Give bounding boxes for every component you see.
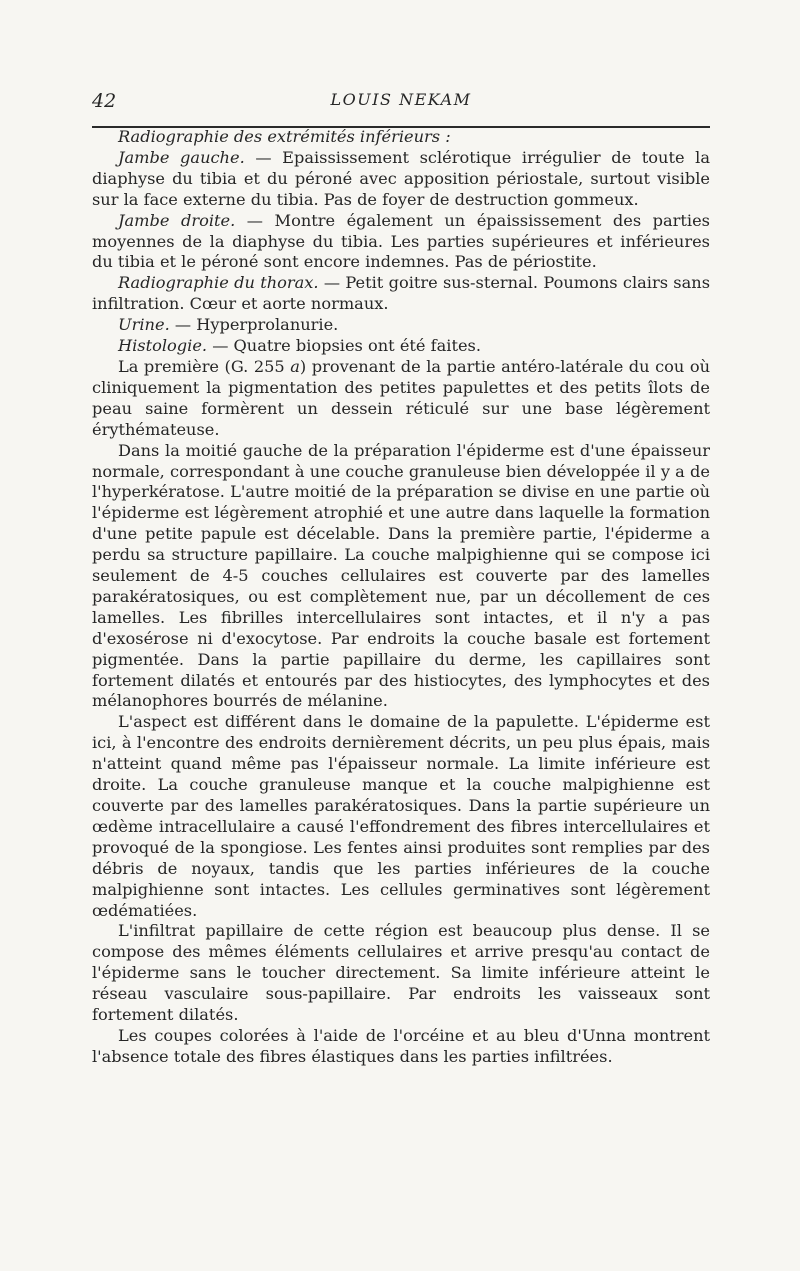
page-number: 42 — [92, 90, 117, 112]
paragraph-aspect-papulette: L'aspect est différent dans le domaine de la papulette. L'épiderme est ici, à l'encontre des endroits dernièrement décrits, un peu plus épais, mais n'atteint quand même pas l'épaisseur normale. La limite inférieure est droite. La couche granuleuse manque et la couche malpighienne est couverte par des lamelles parakératosiques. Dans la partie supérieure un œdème intracellulaire a causé l'effondrement des fibres intercellulaires et provoqué de la spongiose. Les fentes ainsi produites sont remplies par des débris de noyaux, tandis que les parties inférieures de la couche malpighienne sont intactes. Les cellules germinatives sont légèrement œdématiées. — [92, 712, 710, 920]
paragraph-radiographie-extremites — [92, 127, 710, 148]
paragraph-histologie — [92, 336, 710, 357]
section-lead: Radiographie des extrémités inférieurs : — [118, 127, 451, 146]
section-lead: Urine. — [118, 315, 170, 335]
paragraph-moitie-gauche: Dans la moitié gauche de la préparation l'épiderme est d'une épaisseur normale, correspondant à une couche granuleuse bien développée il y a de l'hyperkératose. L'autre moitié de la préparation se divise en une partie où l'épiderme est légèrement atrophié et une autre dans laquelle la formation d'une petite papule est décelable. Dans la première partie, l'épiderme a perdu sa structure papillaire. La couche malpighienne qui se compose ici seulement de 4-5 couches cellulaires est couverte par des lamelles parakératosiques, ou est complètement nue, par un décollement de ces lamelles. Les fibrilles intercellulaires sont intactes, et il n'y a pas d'exosérose ni d'exocytose. Par endroits la couche basale est fortement pigmentée. Dans la partie papillaire du derme, les capillaires sont fortement dilatés et entourés par des histiocytes, des lymphocytes et des mélanophores bourrés de mélanine. — [92, 440, 710, 711]
section-lead: Jambe gauche. — [118, 147, 245, 167]
paragraph-text: — Quatre biopsies ont été faites. — [207, 336, 481, 356]
section-lead: Histologie. — [118, 336, 208, 356]
paragraph-premiere-biopsie — [92, 357, 710, 441]
specimen-mark: a — [290, 356, 300, 376]
body-text — [92, 127, 710, 1068]
page-header — [92, 90, 710, 116]
paragraph-text: — Montre également un épaississement des parties moyennes de la diaphyse du tibia. Les parties supérieures et inférieures du tibia et le péroné sont encore indemnes. Pas de périostite. — [92, 210, 710, 272]
section-lead: Jambe droite. — [118, 210, 236, 230]
paragraph-text: La première (G. 255 — [118, 356, 291, 376]
paragraph-radiographie-thorax — [92, 273, 710, 315]
section-lead: Radiographie du thorax. — [118, 273, 319, 293]
paragraph-jambe-gauche — [92, 148, 710, 211]
paragraph-urine — [92, 315, 710, 336]
paragraph-text: ) provenant de la partie antéro-latérale du cou où cliniquement la pigmentation des petites papulettes et des petits îlots de peau saine formèrent un dessein réticulé sur une base légèrement érythémateuse. — [92, 356, 710, 439]
running-title: LOUIS NEKAM — [330, 90, 472, 109]
paragraph-text: — Epaississement sclérotique irrégulier de toute la diaphyse du tibia et du péroné avec apposition périostale, surtout visible sur la face externe du tibia. Pas de foyer de destruction gommeux. — [92, 147, 710, 209]
paragraph-text: — Petit goitre sus-sternal. Poumons clairs sans infiltration. Cœur et aorte normaux. — [92, 273, 711, 314]
paragraph-jambe-droite — [92, 211, 710, 274]
paragraph-coupes-colorees: Les coupes colorées à l'aide de l'orcéine et au bleu d'Unna montrent l'absence totale des fibres élastiques dans les parties infiltrées. — [92, 1025, 710, 1066]
paragraph-infiltrat: L'infiltrat papillaire de cette région est beaucoup plus dense. Il se compose des mêmes éléments cellulaires et arrive presqu'au contact de l'épiderme sans le toucher directement. Sa limite inférieure atteint le réseau vasculaire sous-papillaire. Par endroits les vaisseaux sont fortement dilatés. — [92, 921, 710, 1025]
paragraph-text: — Hyperprolanurie. — [169, 315, 339, 335]
